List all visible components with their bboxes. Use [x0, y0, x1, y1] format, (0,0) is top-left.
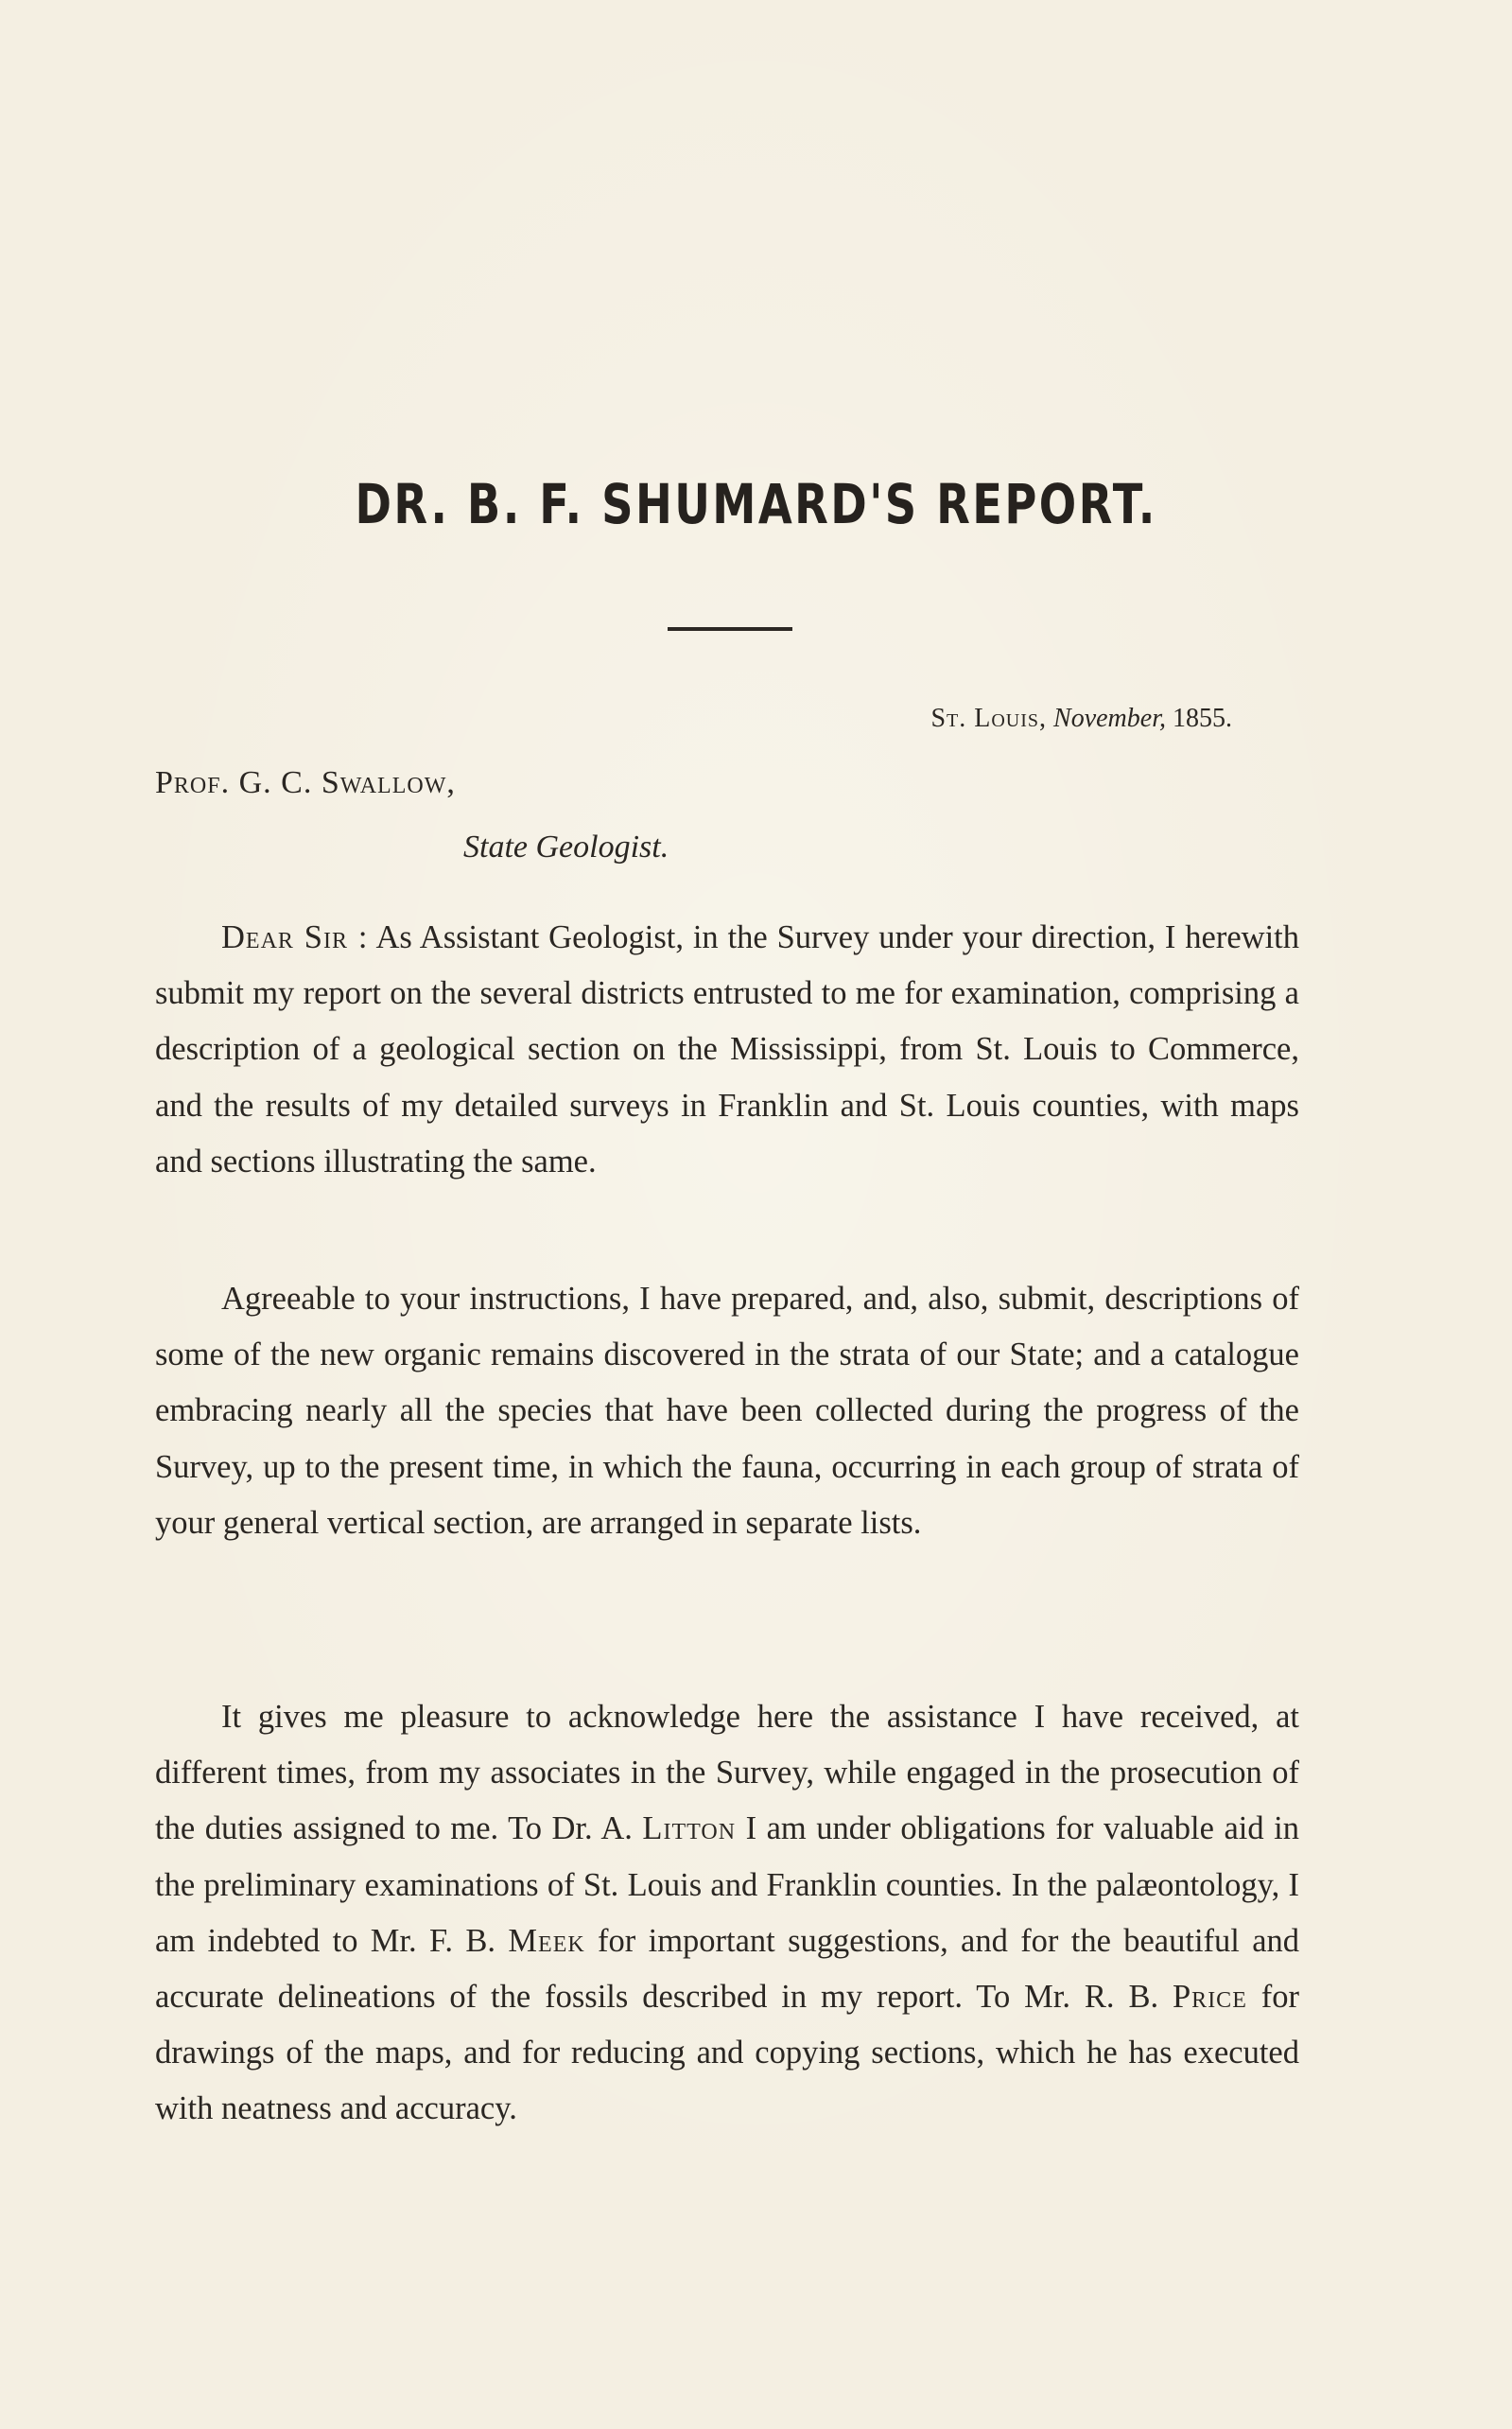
paragraph-1: [155, 910, 1299, 1190]
greeting: Dear Sir :: [221, 919, 369, 955]
dateline-year: 1855.: [1173, 704, 1232, 733]
addressee-office: State Geologist.: [463, 830, 669, 865]
dateline-month: November,: [1053, 704, 1166, 733]
paragraph-2-text: Agreeable to your instructions, I have prepared, and, also, submit, descriptions of some of the new organic remains discovered in the strata of our State; and a catalogue embracing nearly all the species that have been collected during the progress of the Survey, up to the present time, in which the fauna, occurring in each group of strata of your general vertical section, are arranged in separate lists.: [155, 1281, 1299, 1541]
paragraph-2: [155, 1271, 1299, 1551]
name-litton: Litton: [642, 1810, 737, 1847]
paragraph-3-part-a: It gives me pleasure to acknowledge here the assistance I have received, at different times, from my associates in the Survey, while engaged in the prosecution of the duties assigned to me. To Dr. A.: [155, 1699, 1299, 1847]
addressee-name: Prof. G. C. Swallow,: [155, 765, 456, 800]
paragraph-1-text: As Assistant Geologist, in the Survey under your direction, I herewith submit my report on the several districts entrusted to me for examination, comprising a description of a geological section on the Mississippi, from St. Louis to Commerce, and the results of my detailed surveys in Franklin and St. Louis counties, with maps and sections illustrating the same.: [155, 919, 1299, 1180]
paragraph-3-part-d: for drawings of the maps, and for reducing and copying sections, which he has executed with neatness and accuracy.: [155, 1979, 1299, 2127]
paragraph-3-part-b: I am under obligations for valuable aid in the preliminary examinations of St. Louis and Franklin counties. In the palæontology, I am indebted to Mr. F. B.: [155, 1810, 1299, 1959]
title-rule: [668, 627, 792, 631]
name-meek: Meek: [508, 1922, 585, 1959]
dateline: [930, 700, 1232, 738]
report-title: DR. B. F. SHUMARD'S REPORT.: [355, 472, 1157, 536]
paragraph-3: [155, 1689, 1299, 2138]
name-price: Price: [1173, 1979, 1247, 2016]
paragraph-3-part-c: for important suggestions, and for the beautiful and accurate delineations of the fossils described in my report. To Mr. R. B.: [155, 1922, 1300, 2016]
dateline-place: St. Louis,: [930, 704, 1048, 733]
